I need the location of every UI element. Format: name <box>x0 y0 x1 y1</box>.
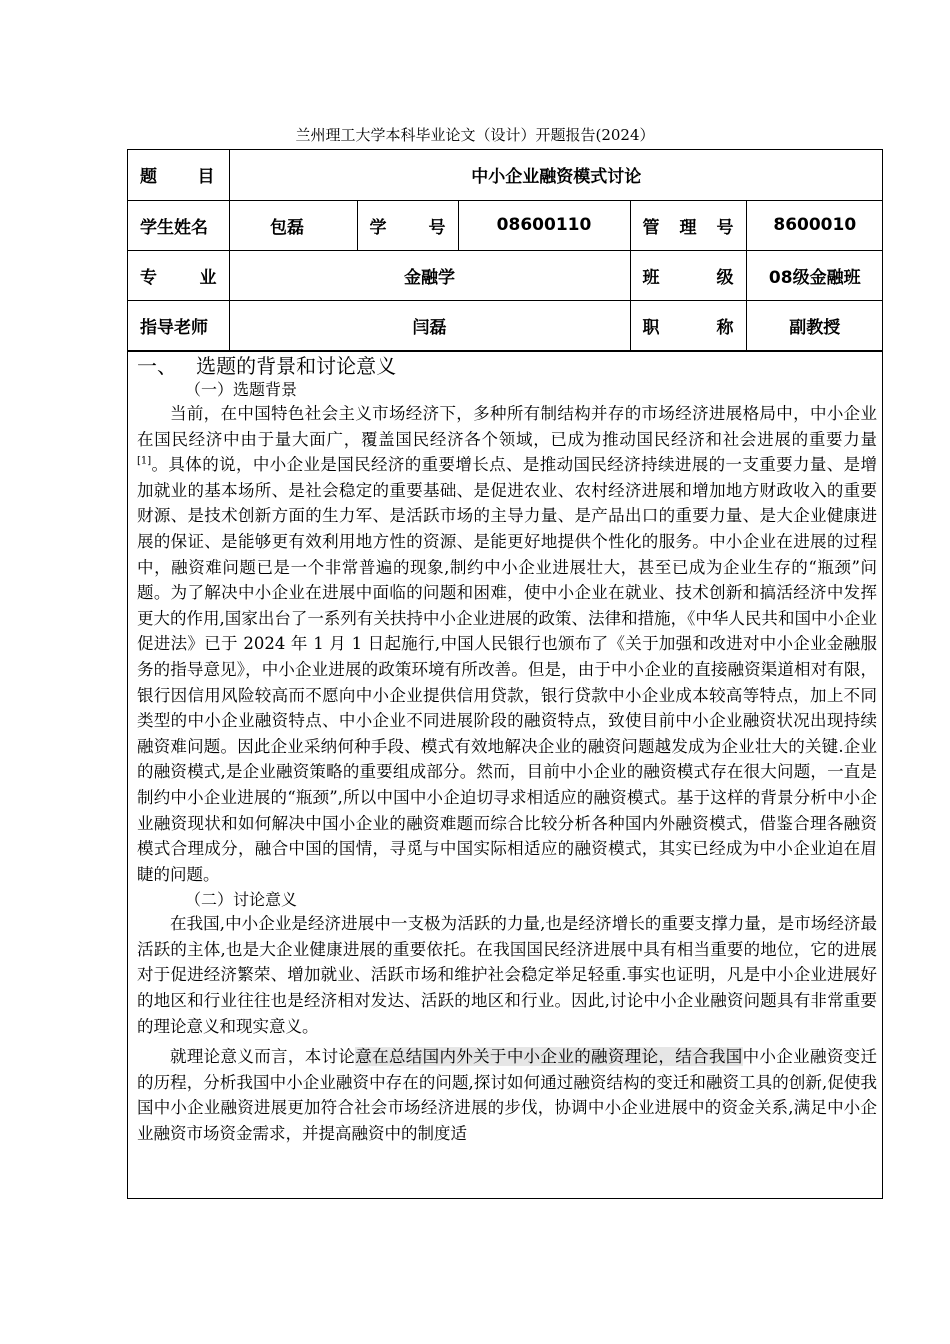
citation-ref: [1] <box>137 455 152 467</box>
info-table <box>128 150 883 351</box>
title-label: 题 目 <box>128 150 229 200</box>
major-row <box>128 250 883 300</box>
major-label: 专 业 <box>128 250 229 300</box>
paragraph-background: 当前，在中国特色社会主义市场经济下，多种所有制结构并存的市场经济进展格局中，中小企业在国民经济中由于量大面广，覆盖国民经济各个领域，已成为推动国民经济和社会进展的重要力量[1]。具体的说，中小企业是国民经济的重要增长点、是推动国民经济持续进展的一支重要力量、是增加就业的基本场所、是社会稳定的重要基础、是促进农业、农村经济进展和增加地方财政收入的重要财源、是技术创新方面的生力军、是活跃市场的主导力量、是产品出口的重要力量、是大企业健康进展的保证、是能够更有效利用地方性的资源、是能更好地提供个性化的服务。中小企业在进展的过程中，融资难问题已是一个非常普遍的现象,制约中小企业进展壮大，甚至已成为企业生存的“瓶颈”问题。为了解决中小企业在进展中面临的问题和困难，使中小企业在就业、技术创新和搞活经济中发挥更大的作用,国家出台了一系列有关扶持中小企业进展的政策、法律和措施，《中华人民共和国中小企业促进法》已于 2024 年 1 月 1 日起施行,中国人民银行也颁布了《关于加强和改进对中小企业金融服务的指导意见》，中小企业进展的政策环境有所改善。但是，由于中小企业的直接融资渠道相对有限，银行因信用风险较高而不愿向中小企业提供信用贷款，银行贷款中小企业成本较高等特点，加上不同类型的中小企业融资特点、中小企业不同进展阶段的融资特点，致使目前中小企业融资状况出现持续融资难问题。因此企业采纳何种手段、模式有效地解决企业的融资问题越发成为企业壮大的关键.企业的融资模式,是企业融资策略的重要组成部分。然而，目前中小企业的融资模式存在很大问题，一直是制约中小企业进展的“瓶颈”,所以中国中小企迫切寻求相适应的融资模式。基于这样的背景分析中小企业融资现状和如何解决中国小企业的融资难题而综合比较分析各种国内外融资模式，借鉴合理各融资模式合理成分，融合中国的国情，寻觅与中国实际相适应的融资模式，其实已经成为中小企业迫在眉睫的问题。 <box>137 404 877 884</box>
advisor-label: 指导老师 <box>128 300 229 350</box>
student-row <box>128 200 883 250</box>
title-value: 中小企业融资模式讨论 <box>229 150 883 200</box>
proposal-form <box>127 149 883 1199</box>
title-row <box>128 150 883 200</box>
student-label: 学生姓名 <box>128 200 229 250</box>
rank-value: 副教授 <box>746 300 883 350</box>
advisor-row <box>128 300 883 350</box>
rank-label: 职 称 <box>630 300 746 350</box>
section-heading: 一、 选题的背景和讨论意义 <box>137 354 397 378</box>
subheading-background: （一）选题背景 <box>185 380 298 399</box>
highlighted-text: 意在总结国内外关于中小企业的融资理论，结合我国 <box>355 1047 743 1067</box>
admin-label: 管 理 号 <box>630 200 746 250</box>
major-value: 金融学 <box>229 250 630 300</box>
page-header: 兰州理工大学本科毕业论文（设计）开题报告(2024） <box>295 126 655 144</box>
section-body <box>128 351 883 1147</box>
admin-value: 8600010 <box>746 200 883 250</box>
paragraph-theory: 就理论意义而言，本讨论意在总结国内外关于中小企业的融资理论，结合我国中小企业融资变迁的历程，分析我国中小企业融资中存在的问题,探讨如何通过融资结构的变迁和融资工具的创新,促使我国中小企业融资进展更加符合社会市场经济进展的步伐，协调中小企业进展中的资金关系,满足中小企业融资市场资金需求，并提高融资中的制度适 <box>137 1047 878 1144</box>
class-label: 班 级 <box>630 250 746 300</box>
paragraph-significance: 在我国,中小企业是经济进展中一支极为活跃的力量,也是经济增长的重要支撑力量，是市场经济最活跃的主体,也是大企业健康进展的重要依托。在我国国民经济进展中具有相当重要的地位，它的进展对于促进经济繁荣、增加就业、活跃市场和维护社会稳定举足轻重.事实也证明，凡是中小企业进展好的地区和行业往往也是经济相对发达、活跃的地区和行业。因此,讨论中小企业融资问题具有非常重要的理论意义和现实意义。 <box>137 914 877 1036</box>
advisor-value: 闫磊 <box>229 300 630 350</box>
number-value: 08600110 <box>458 200 630 250</box>
class-value: 08级金融班 <box>746 250 883 300</box>
subheading-significance: （二）讨论意义 <box>185 890 298 910</box>
number-label: 学 号 <box>357 200 458 250</box>
student-value: 包磊 <box>229 200 357 250</box>
